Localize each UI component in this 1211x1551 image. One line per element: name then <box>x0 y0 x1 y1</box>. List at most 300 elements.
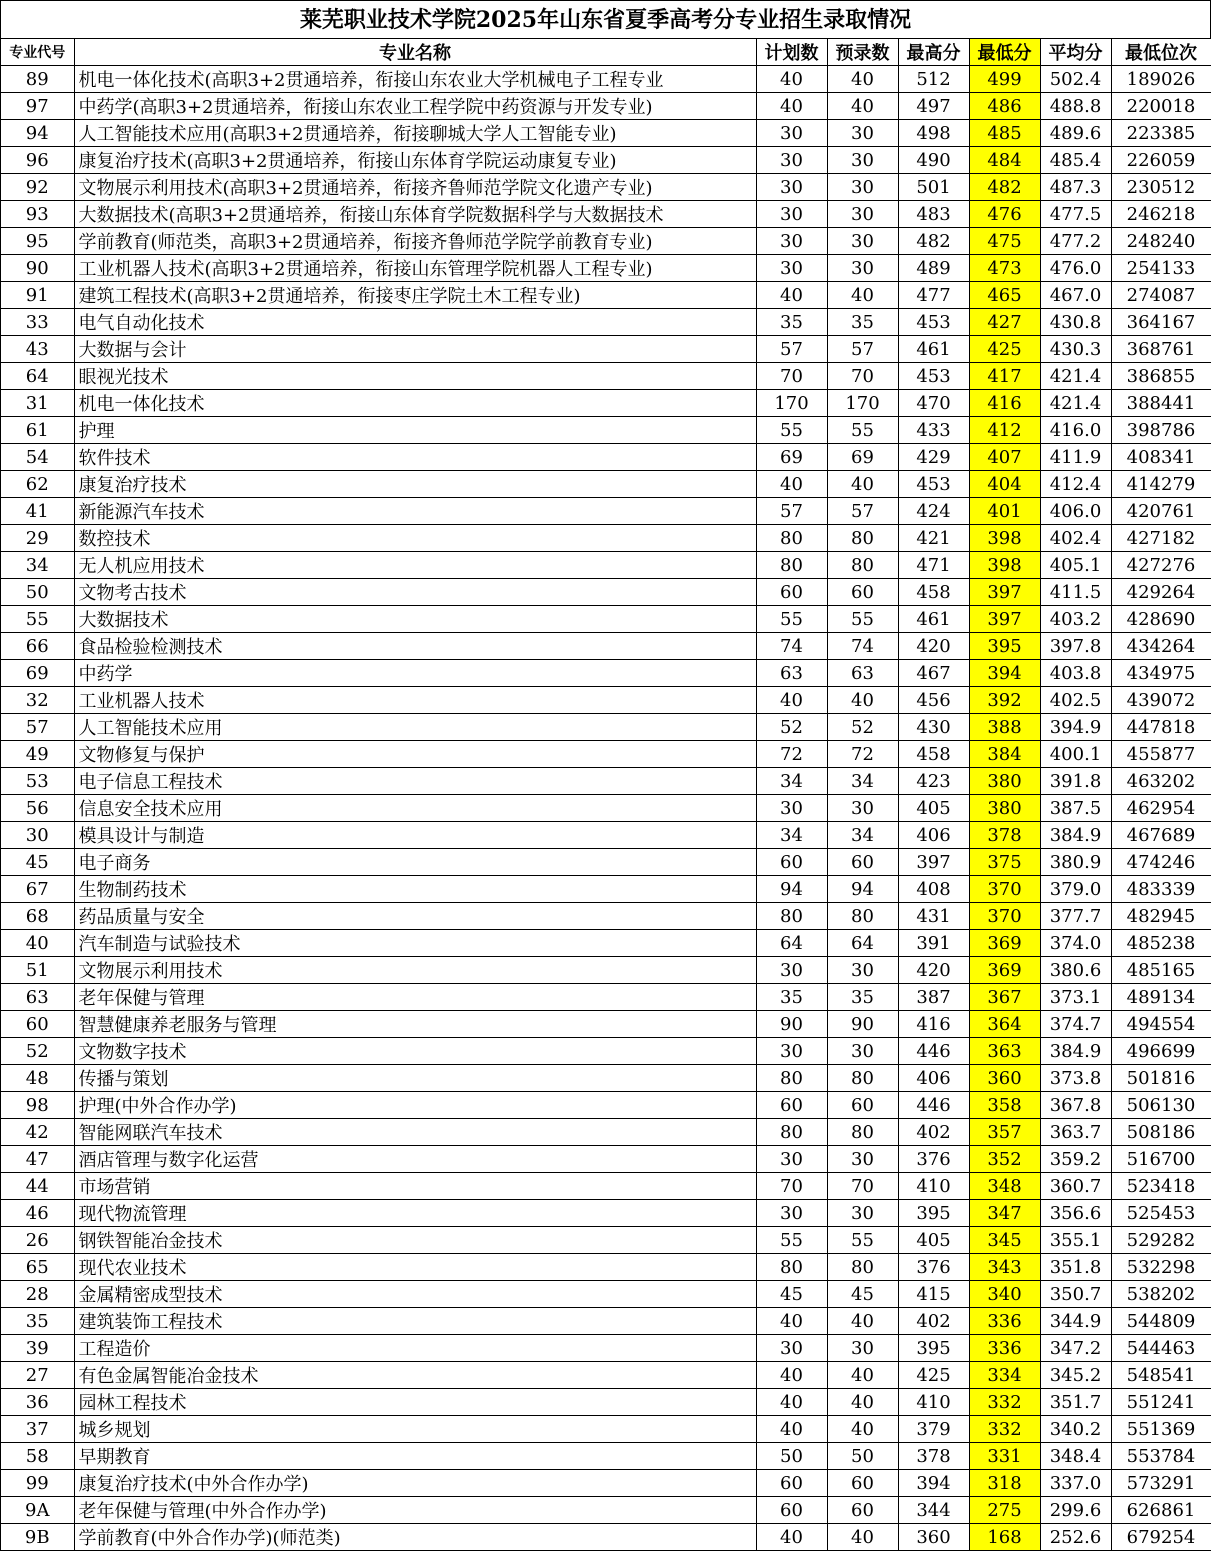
max-score-cell: 501 <box>898 174 969 201</box>
table-row <box>1 1200 1211 1227</box>
code-cell: 34 <box>1 552 74 579</box>
admitted-cell: 40 <box>827 282 898 309</box>
min-score-cell: 275 <box>969 1497 1040 1524</box>
max-score-cell: 344 <box>898 1497 969 1524</box>
max-score-cell: 387 <box>898 984 969 1011</box>
min-rank-cell: 226059 <box>1111 147 1211 174</box>
max-score-cell: 415 <box>898 1281 969 1308</box>
admitted-cell: 80 <box>827 1254 898 1281</box>
min-rank-cell: 386855 <box>1111 363 1211 390</box>
avg-score-cell: 405.1 <box>1040 552 1111 579</box>
name-cell: 康复治疗技术(高职3+2贯通培养，衔接山东体育学院运动康复专业) <box>74 147 756 174</box>
plan-cell: 72 <box>756 741 827 768</box>
plan-cell: 34 <box>756 822 827 849</box>
admitted-cell: 57 <box>827 336 898 363</box>
max-score-cell: 497 <box>898 93 969 120</box>
table-row <box>1 687 1211 714</box>
min-score-cell: 473 <box>969 255 1040 282</box>
plan-cell: 74 <box>756 633 827 660</box>
table-row <box>1 1119 1211 1146</box>
avg-score-cell: 384.9 <box>1040 822 1111 849</box>
min-rank-cell: 508186 <box>1111 1119 1211 1146</box>
name-cell: 食品检验检测技术 <box>74 633 756 660</box>
max-score-cell: 483 <box>898 201 969 228</box>
code-cell: 28 <box>1 1281 74 1308</box>
max-score-cell: 424 <box>898 498 969 525</box>
table-row <box>1 930 1211 957</box>
plan-cell: 80 <box>756 903 827 930</box>
table-row <box>1 1470 1211 1497</box>
code-cell: 31 <box>1 390 74 417</box>
code-cell: 56 <box>1 795 74 822</box>
min-score-cell: 388 <box>969 714 1040 741</box>
avg-score-cell: 299.6 <box>1040 1497 1111 1524</box>
code-cell: 48 <box>1 1065 74 1092</box>
code-cell: 9B <box>1 1524 74 1551</box>
max-score-cell: 446 <box>898 1092 969 1119</box>
table-row <box>1 120 1211 147</box>
name-cell: 汽车制造与试验技术 <box>74 930 756 957</box>
plan-cell: 30 <box>756 174 827 201</box>
name-cell: 文物修复与保护 <box>74 741 756 768</box>
plan-cell: 60 <box>756 579 827 606</box>
min-score-cell: 484 <box>969 147 1040 174</box>
code-cell: 95 <box>1 228 74 255</box>
max-score-cell: 453 <box>898 309 969 336</box>
name-cell: 大数据技术(高职3+2贯通培养，衔接山东体育学院数据科学与大数据技术 <box>74 201 756 228</box>
table-row <box>1 552 1211 579</box>
min-rank-cell: 523418 <box>1111 1173 1211 1200</box>
min-rank-cell: 626861 <box>1111 1497 1211 1524</box>
code-cell: 63 <box>1 984 74 1011</box>
name-cell: 现代农业技术 <box>74 1254 756 1281</box>
table-body <box>1 66 1211 1551</box>
max-score-cell: 420 <box>898 957 969 984</box>
admitted-cell: 80 <box>827 552 898 579</box>
min-rank-cell: 483339 <box>1111 876 1211 903</box>
avg-score-cell: 402.5 <box>1040 687 1111 714</box>
code-cell: 47 <box>1 1146 74 1173</box>
plan-cell: 60 <box>756 1497 827 1524</box>
table-row <box>1 1335 1211 1362</box>
max-score-cell: 416 <box>898 1011 969 1038</box>
admitted-cell: 30 <box>827 1146 898 1173</box>
min-rank-cell: 553784 <box>1111 1443 1211 1470</box>
min-score-cell: 364 <box>969 1011 1040 1038</box>
min-score-cell: 499 <box>969 66 1040 93</box>
plan-cell: 90 <box>756 1011 827 1038</box>
name-cell: 学前教育(中外合作办学)(师范类) <box>74 1524 756 1551</box>
avg-score-cell: 421.4 <box>1040 363 1111 390</box>
min-rank-cell: 525453 <box>1111 1200 1211 1227</box>
plan-cell: 40 <box>756 1416 827 1443</box>
admitted-cell: 40 <box>827 1524 898 1551</box>
min-rank-cell: 427276 <box>1111 552 1211 579</box>
admission-table <box>1 39 1211 1551</box>
plan-cell: 40 <box>756 471 827 498</box>
code-cell: 32 <box>1 687 74 714</box>
min-rank-cell: 548541 <box>1111 1362 1211 1389</box>
min-score-cell: 475 <box>969 228 1040 255</box>
avg-score-cell: 359.2 <box>1040 1146 1111 1173</box>
min-score-cell: 412 <box>969 417 1040 444</box>
plan-cell: 30 <box>756 1335 827 1362</box>
min-rank-cell: 485165 <box>1111 957 1211 984</box>
min-rank-cell: 467689 <box>1111 822 1211 849</box>
min-rank-cell: 462954 <box>1111 795 1211 822</box>
max-score-cell: 408 <box>898 876 969 903</box>
max-score-cell: 376 <box>898 1146 969 1173</box>
name-cell: 智慧健康养老服务与管理 <box>74 1011 756 1038</box>
code-cell: 53 <box>1 768 74 795</box>
admitted-cell: 40 <box>827 1416 898 1443</box>
avg-score-cell: 347.2 <box>1040 1335 1111 1362</box>
avg-score-cell: 416.0 <box>1040 417 1111 444</box>
min-rank-cell: 246218 <box>1111 201 1211 228</box>
name-cell: 文物数字技术 <box>74 1038 756 1065</box>
max-score-cell: 471 <box>898 552 969 579</box>
plan-cell: 50 <box>756 1443 827 1470</box>
max-score-cell: 395 <box>898 1335 969 1362</box>
table-row <box>1 444 1211 471</box>
min-score-cell: 370 <box>969 876 1040 903</box>
min-rank-cell: 447818 <box>1111 714 1211 741</box>
max-score-cell: 490 <box>898 147 969 174</box>
min-score-cell: 340 <box>969 1281 1040 1308</box>
plan-cell: 35 <box>756 309 827 336</box>
name-cell: 人工智能技术应用 <box>74 714 756 741</box>
admitted-cell: 80 <box>827 1119 898 1146</box>
max-score-cell: 410 <box>898 1389 969 1416</box>
max-score-cell: 489 <box>898 255 969 282</box>
min-score-cell: 352 <box>969 1146 1040 1173</box>
avg-score-cell: 351.8 <box>1040 1254 1111 1281</box>
min-score-cell: 397 <box>969 579 1040 606</box>
avg-score-cell: 430.8 <box>1040 309 1111 336</box>
max-score-cell: 453 <box>898 363 969 390</box>
name-cell: 信息安全技术应用 <box>74 795 756 822</box>
avg-score-cell: 421.4 <box>1040 390 1111 417</box>
max-score-cell: 467 <box>898 660 969 687</box>
code-cell: 62 <box>1 471 74 498</box>
avg-score-cell: 467.0 <box>1040 282 1111 309</box>
avg-score-cell: 402.4 <box>1040 525 1111 552</box>
name-cell: 城乡规划 <box>74 1416 756 1443</box>
admitted-cell: 55 <box>827 417 898 444</box>
name-cell: 眼视光技术 <box>74 363 756 390</box>
table-row <box>1 1389 1211 1416</box>
avg-score-cell: 477.2 <box>1040 228 1111 255</box>
code-cell: 69 <box>1 660 74 687</box>
admitted-cell: 40 <box>827 66 898 93</box>
min-rank-cell: 463202 <box>1111 768 1211 795</box>
admitted-cell: 30 <box>827 120 898 147</box>
admitted-cell: 52 <box>827 714 898 741</box>
plan-cell: 40 <box>756 66 827 93</box>
avg-score-cell: 406.0 <box>1040 498 1111 525</box>
min-rank-cell: 398786 <box>1111 417 1211 444</box>
min-rank-cell: 189026 <box>1111 66 1211 93</box>
max-score-cell: 456 <box>898 687 969 714</box>
table-row <box>1 417 1211 444</box>
code-cell: 67 <box>1 876 74 903</box>
admitted-cell: 90 <box>827 1011 898 1038</box>
name-cell: 传播与策划 <box>74 1065 756 1092</box>
admitted-cell: 40 <box>827 93 898 120</box>
admitted-cell: 30 <box>827 147 898 174</box>
plan-cell: 55 <box>756 1227 827 1254</box>
name-cell: 市场营销 <box>74 1173 756 1200</box>
table-row <box>1 633 1211 660</box>
col-header-code: 专业代号 <box>1 39 74 66</box>
admitted-cell: 40 <box>827 1308 898 1335</box>
min-score-cell: 378 <box>969 822 1040 849</box>
min-rank-cell: 474246 <box>1111 849 1211 876</box>
max-score-cell: 433 <box>898 417 969 444</box>
max-score-cell: 397 <box>898 849 969 876</box>
table-row <box>1 1497 1211 1524</box>
plan-cell: 55 <box>756 606 827 633</box>
table-row <box>1 984 1211 1011</box>
plan-cell: 40 <box>756 1524 827 1551</box>
table-row <box>1 174 1211 201</box>
name-cell: 建筑装饰工程技术 <box>74 1308 756 1335</box>
code-cell: 35 <box>1 1308 74 1335</box>
avg-score-cell: 374.0 <box>1040 930 1111 957</box>
name-cell: 建筑工程技术(高职3+2贯通培养，衔接枣庄学院土木工程专业) <box>74 282 756 309</box>
table-row <box>1 1443 1211 1470</box>
name-cell: 电子商务 <box>74 849 756 876</box>
min-score-cell: 375 <box>969 849 1040 876</box>
name-cell: 园林工程技术 <box>74 1389 756 1416</box>
admitted-cell: 30 <box>827 228 898 255</box>
avg-score-cell: 384.9 <box>1040 1038 1111 1065</box>
max-score-cell: 379 <box>898 1416 969 1443</box>
plan-cell: 80 <box>756 1065 827 1092</box>
admitted-cell: 63 <box>827 660 898 687</box>
name-cell: 文物展示利用技术(高职3+2贯通培养，衔接齐鲁师范学院文化遗产专业) <box>74 174 756 201</box>
max-score-cell: 429 <box>898 444 969 471</box>
min-rank-cell: 455877 <box>1111 741 1211 768</box>
code-cell: 45 <box>1 849 74 876</box>
table-row <box>1 498 1211 525</box>
avg-score-cell: 430.3 <box>1040 336 1111 363</box>
name-cell: 新能源汽车技术 <box>74 498 756 525</box>
min-rank-cell: 544809 <box>1111 1308 1211 1335</box>
min-score-cell: 401 <box>969 498 1040 525</box>
max-score-cell: 461 <box>898 336 969 363</box>
min-score-cell: 331 <box>969 1443 1040 1470</box>
min-rank-cell: 544463 <box>1111 1335 1211 1362</box>
admitted-cell: 30 <box>827 1335 898 1362</box>
admitted-cell: 30 <box>827 201 898 228</box>
admitted-cell: 35 <box>827 309 898 336</box>
code-cell: 41 <box>1 498 74 525</box>
admitted-cell: 34 <box>827 768 898 795</box>
min-score-cell: 397 <box>969 606 1040 633</box>
code-cell: 46 <box>1 1200 74 1227</box>
admitted-cell: 60 <box>827 579 898 606</box>
code-cell: 49 <box>1 741 74 768</box>
admitted-cell: 64 <box>827 930 898 957</box>
min-score-cell: 404 <box>969 471 1040 498</box>
code-cell: 43 <box>1 336 74 363</box>
max-score-cell: 461 <box>898 606 969 633</box>
name-cell: 康复治疗技术 <box>74 471 756 498</box>
table-row <box>1 741 1211 768</box>
admitted-cell: 70 <box>827 1173 898 1200</box>
plan-cell: 170 <box>756 390 827 417</box>
table-row <box>1 606 1211 633</box>
name-cell: 金属精密成型技术 <box>74 1281 756 1308</box>
table-row <box>1 579 1211 606</box>
code-cell: 39 <box>1 1335 74 1362</box>
code-cell: 94 <box>1 120 74 147</box>
avg-score-cell: 485.4 <box>1040 147 1111 174</box>
min-rank-cell: 482945 <box>1111 903 1211 930</box>
avg-score-cell: 412.4 <box>1040 471 1111 498</box>
plan-cell: 35 <box>756 984 827 1011</box>
name-cell: 有色金属智能冶金技术 <box>74 1362 756 1389</box>
min-rank-cell: 414279 <box>1111 471 1211 498</box>
admitted-cell: 60 <box>827 849 898 876</box>
plan-cell: 60 <box>756 1092 827 1119</box>
admitted-cell: 40 <box>827 471 898 498</box>
admitted-cell: 30 <box>827 174 898 201</box>
admitted-cell: 45 <box>827 1281 898 1308</box>
code-cell: 44 <box>1 1173 74 1200</box>
name-cell: 工业机器人技术(高职3+2贯通培养，衔接山东管理学院机器人工程专业) <box>74 255 756 282</box>
plan-cell: 69 <box>756 444 827 471</box>
min-score-cell: 380 <box>969 768 1040 795</box>
min-score-cell: 336 <box>969 1335 1040 1362</box>
plan-cell: 70 <box>756 1173 827 1200</box>
min-score-cell: 367 <box>969 984 1040 1011</box>
min-score-cell: 486 <box>969 93 1040 120</box>
min-rank-cell: 551369 <box>1111 1416 1211 1443</box>
table-row <box>1 471 1211 498</box>
table-row <box>1 255 1211 282</box>
max-score-cell: 376 <box>898 1254 969 1281</box>
max-score-cell: 498 <box>898 120 969 147</box>
admitted-cell: 94 <box>827 876 898 903</box>
min-rank-cell: 516700 <box>1111 1146 1211 1173</box>
min-score-cell: 465 <box>969 282 1040 309</box>
table-row <box>1 363 1211 390</box>
header-row <box>1 39 1211 66</box>
code-cell: 29 <box>1 525 74 552</box>
plan-cell: 80 <box>756 525 827 552</box>
avg-score-cell: 337.0 <box>1040 1470 1111 1497</box>
admitted-cell: 80 <box>827 1065 898 1092</box>
table-row <box>1 1308 1211 1335</box>
table-row <box>1 147 1211 174</box>
max-score-cell: 458 <box>898 741 969 768</box>
max-score-cell: 431 <box>898 903 969 930</box>
avg-score-cell: 373.1 <box>1040 984 1111 1011</box>
avg-score-cell: 377.7 <box>1040 903 1111 930</box>
max-score-cell: 402 <box>898 1308 969 1335</box>
plan-cell: 80 <box>756 552 827 579</box>
min-rank-cell: 220018 <box>1111 93 1211 120</box>
min-rank-cell: 506130 <box>1111 1092 1211 1119</box>
avg-score-cell: 488.8 <box>1040 93 1111 120</box>
col-header-admitted: 预录数 <box>827 39 898 66</box>
min-score-cell: 416 <box>969 390 1040 417</box>
avg-score-cell: 489.6 <box>1040 120 1111 147</box>
min-score-cell: 482 <box>969 174 1040 201</box>
table-row <box>1 1254 1211 1281</box>
table-row <box>1 1173 1211 1200</box>
table-row <box>1 660 1211 687</box>
code-cell: 61 <box>1 417 74 444</box>
table-row <box>1 1065 1211 1092</box>
min-rank-cell: 489134 <box>1111 984 1211 1011</box>
min-score-cell: 360 <box>969 1065 1040 1092</box>
min-score-cell: 343 <box>969 1254 1040 1281</box>
min-score-cell: 348 <box>969 1173 1040 1200</box>
plan-cell: 30 <box>756 120 827 147</box>
code-cell: 97 <box>1 93 74 120</box>
min-rank-cell: 254133 <box>1111 255 1211 282</box>
name-cell: 中药学(高职3+2贯通培养，衔接山东农业工程学院中药资源与开发专业) <box>74 93 756 120</box>
min-score-cell: 398 <box>969 525 1040 552</box>
max-score-cell: 512 <box>898 66 969 93</box>
min-rank-cell: 420761 <box>1111 498 1211 525</box>
name-cell: 人工智能技术应用(高职3+2贯通培养，衔接聊城大学人工智能专业) <box>74 120 756 147</box>
min-score-cell: 407 <box>969 444 1040 471</box>
avg-score-cell: 340.2 <box>1040 1416 1111 1443</box>
admitted-cell: 60 <box>827 1470 898 1497</box>
min-rank-cell: 429264 <box>1111 579 1211 606</box>
code-cell: 9A <box>1 1497 74 1524</box>
table-row <box>1 1416 1211 1443</box>
avg-score-cell: 477.5 <box>1040 201 1111 228</box>
avg-score-cell: 344.9 <box>1040 1308 1111 1335</box>
code-cell: 50 <box>1 579 74 606</box>
max-score-cell: 405 <box>898 1227 969 1254</box>
min-rank-cell: 230512 <box>1111 174 1211 201</box>
plan-cell: 57 <box>756 498 827 525</box>
code-cell: 93 <box>1 201 74 228</box>
code-cell: 55 <box>1 606 74 633</box>
admitted-cell: 60 <box>827 1092 898 1119</box>
plan-cell: 30 <box>756 957 827 984</box>
code-cell: 33 <box>1 309 74 336</box>
avg-score-cell: 502.4 <box>1040 66 1111 93</box>
min-rank-cell: 388441 <box>1111 390 1211 417</box>
avg-score-cell: 380.6 <box>1040 957 1111 984</box>
admitted-cell: 30 <box>827 1200 898 1227</box>
admitted-cell: 40 <box>827 1362 898 1389</box>
min-rank-cell: 434975 <box>1111 660 1211 687</box>
code-cell: 36 <box>1 1389 74 1416</box>
min-score-cell: 345 <box>969 1227 1040 1254</box>
table-row <box>1 1362 1211 1389</box>
min-rank-cell: 248240 <box>1111 228 1211 255</box>
min-rank-cell: 494554 <box>1111 1011 1211 1038</box>
max-score-cell: 458 <box>898 579 969 606</box>
name-cell: 护理(中外合作办学) <box>74 1092 756 1119</box>
avg-score-cell: 487.3 <box>1040 174 1111 201</box>
name-cell: 药品质量与安全 <box>74 903 756 930</box>
min-rank-cell: 434264 <box>1111 633 1211 660</box>
admitted-cell: 50 <box>827 1443 898 1470</box>
plan-cell: 30 <box>756 201 827 228</box>
code-cell: 42 <box>1 1119 74 1146</box>
avg-score-cell: 363.7 <box>1040 1119 1111 1146</box>
max-score-cell: 477 <box>898 282 969 309</box>
